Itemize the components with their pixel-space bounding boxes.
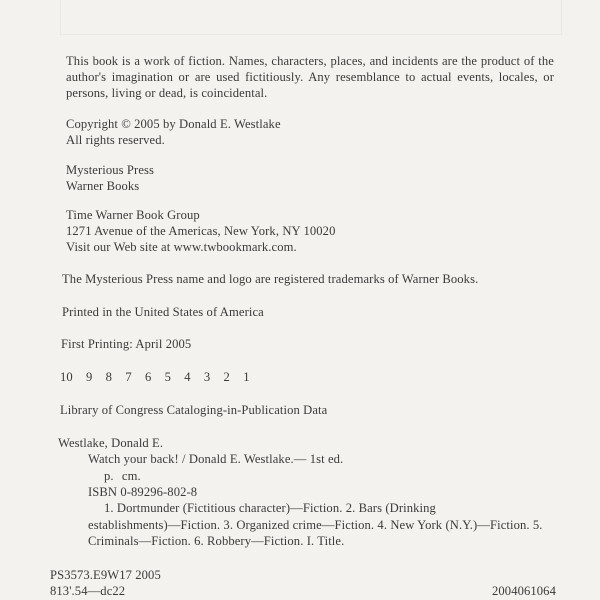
cip-title: Watch your back! / Donald E. Westlake.— 1st ed. bbox=[88, 452, 344, 466]
cip-author: Westlake, Donald E. bbox=[58, 436, 164, 450]
cip-header: Library of Congress Cataloging-in-Publication Data bbox=[60, 403, 328, 417]
dewey-classification: 813'.54—dc22 bbox=[50, 584, 126, 598]
lccn: 2004061064 bbox=[492, 584, 556, 598]
rights-line: All rights reserved. bbox=[66, 133, 165, 147]
cip-subjects-2: establishments)—Fiction. 3. Organized crime—Fiction. 4. New York (N.Y.)—Fiction. 5. bbox=[88, 518, 543, 532]
printed-in: Printed in the United States of America bbox=[62, 305, 264, 319]
cip-pages: p. cm. bbox=[104, 469, 141, 483]
publisher-address: 1271 Avenue of the Americas, New York, NY 10020 bbox=[66, 224, 336, 238]
lc-classification: PS3573.E9W17 2005 bbox=[50, 568, 161, 582]
first-printing: First Printing: April 2005 bbox=[61, 337, 192, 351]
imprint-line-1: Mysterious Press bbox=[66, 163, 155, 177]
trademark-notice: The Mysterious Press name and logo are registered trademarks of Warner Books. bbox=[62, 272, 479, 286]
fiction-disclaimer: This book is a work of fiction. Names, characters, places, and incidents are the product of the author's imagination or are used fictitiously. Any resemblance to actual events, locales, or persons, living or dead, is coincidental. bbox=[66, 54, 554, 100]
cip-subjects-3: Criminals—Fiction. 6. Robbery—Fiction. I. Title. bbox=[88, 534, 345, 548]
publisher-name: Time Warner Book Group bbox=[66, 208, 200, 222]
imprint-line-2: Warner Books bbox=[66, 179, 140, 193]
copyright-line: Copyright © 2005 by Donald E. Westlake bbox=[66, 117, 281, 131]
show-through-border bbox=[60, 0, 562, 35]
cip-isbn: ISBN 0-89296-802-8 bbox=[88, 485, 198, 499]
publisher-web: Visit our Web site at www.twbookmark.com. bbox=[66, 240, 297, 254]
print-line: 10 9 8 7 6 5 4 3 2 1 bbox=[60, 370, 250, 384]
cip-subjects-1: 1. Dortmunder (Fictitious character)—Fiction. 2. Bars (Drinking bbox=[104, 501, 436, 515]
